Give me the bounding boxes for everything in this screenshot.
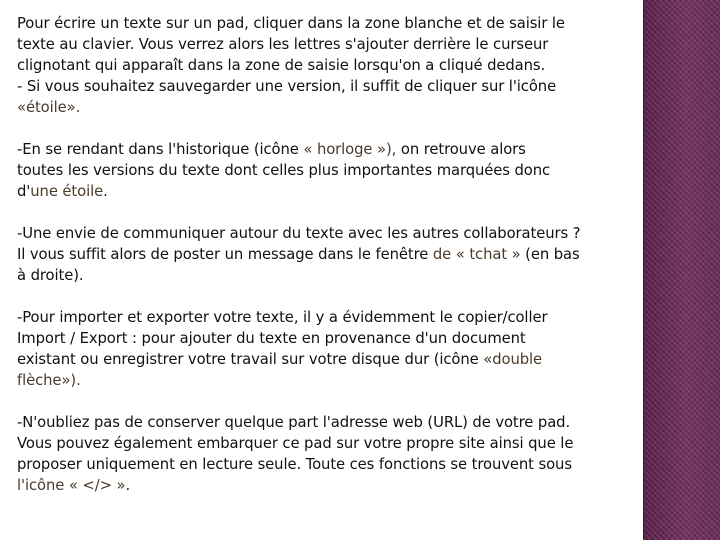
text-line: Pour écrire un texte sur un pad, cliquer dans la zone blanche et de saisir le — [17, 15, 565, 32]
double-arrow-icon-reference: flèche»). — [17, 372, 81, 389]
text-fragment: (en bas — [520, 246, 580, 263]
text-line — [17, 349, 643, 370]
text-line — [17, 244, 643, 265]
double-arrow-icon-reference: «double — [483, 351, 543, 368]
text-line — [17, 181, 643, 202]
text-line: -Pour importer et exporter votre texte, il y a évidemment le copier/coller — [17, 309, 548, 326]
text-fragment: existant ou enregistrer votre travail sur votre disque dur (icône — [17, 351, 484, 368]
text-line: toutes les versions du texte dont celles plus importantes marquées donc — [17, 162, 551, 179]
text-fragment: -En se rendant dans l'historique (icône — [17, 141, 304, 158]
code-icon-reference: l'icône « </> » — [17, 477, 126, 494]
text-line: -N'oubliez pas de conserver quelque part l'adresse web (URL) de votre pad. — [17, 414, 571, 431]
text-line: proposer uniquement en lecture seule. Toute ces fonctions se trouvent sous — [17, 456, 572, 473]
text-line — [17, 370, 643, 391]
text-line — [17, 475, 643, 496]
text-fragment: Il vous suffit alors de poster un message dans le fenêtre — [17, 246, 433, 263]
chat-reference: de « tchat » — [432, 246, 521, 263]
decorative-sidebar — [643, 0, 720, 540]
paragraph-writing-instructions — [17, 13, 643, 118]
text-line — [17, 139, 643, 160]
clock-icon-reference: « horloge »), — [303, 141, 397, 158]
text-line: Import / Export : pour ajouter du texte en provenance d'un document — [17, 330, 526, 347]
star-reference: une étoile — [30, 183, 104, 200]
paragraph-url-embed — [17, 412, 643, 496]
slide-text-body — [17, 13, 643, 517]
text-fragment: d' — [17, 183, 31, 200]
text-line: clignotant qui apparaît dans la zone de saisie lorsqu'on a cliqué dedans. — [17, 57, 546, 74]
text-line — [17, 97, 643, 118]
paragraph-history — [17, 139, 643, 202]
text-fragment: on retrouve alors — [396, 141, 526, 158]
text-fragment: . — [125, 477, 131, 494]
text-line: - Si vous souhaitez sauvegarder une version, il suffit de cliquer sur l'icône — [17, 78, 557, 95]
text-line: -Une envie de communiquer autour du texte avec les autres collaborateurs ? — [17, 225, 581, 242]
star-icon-reference: «étoile». — [17, 99, 81, 116]
paragraph-chat — [17, 223, 643, 286]
paragraph-import-export — [17, 307, 643, 391]
text-line: à droite). — [17, 267, 84, 284]
text-line: texte au clavier. Vous verrez alors les lettres s'ajouter derrière le curseur — [17, 36, 549, 53]
text-line: Vous pouvez également embarquer ce pad sur votre propre site ainsi que le — [17, 435, 574, 452]
text-fragment: . — [103, 183, 108, 200]
